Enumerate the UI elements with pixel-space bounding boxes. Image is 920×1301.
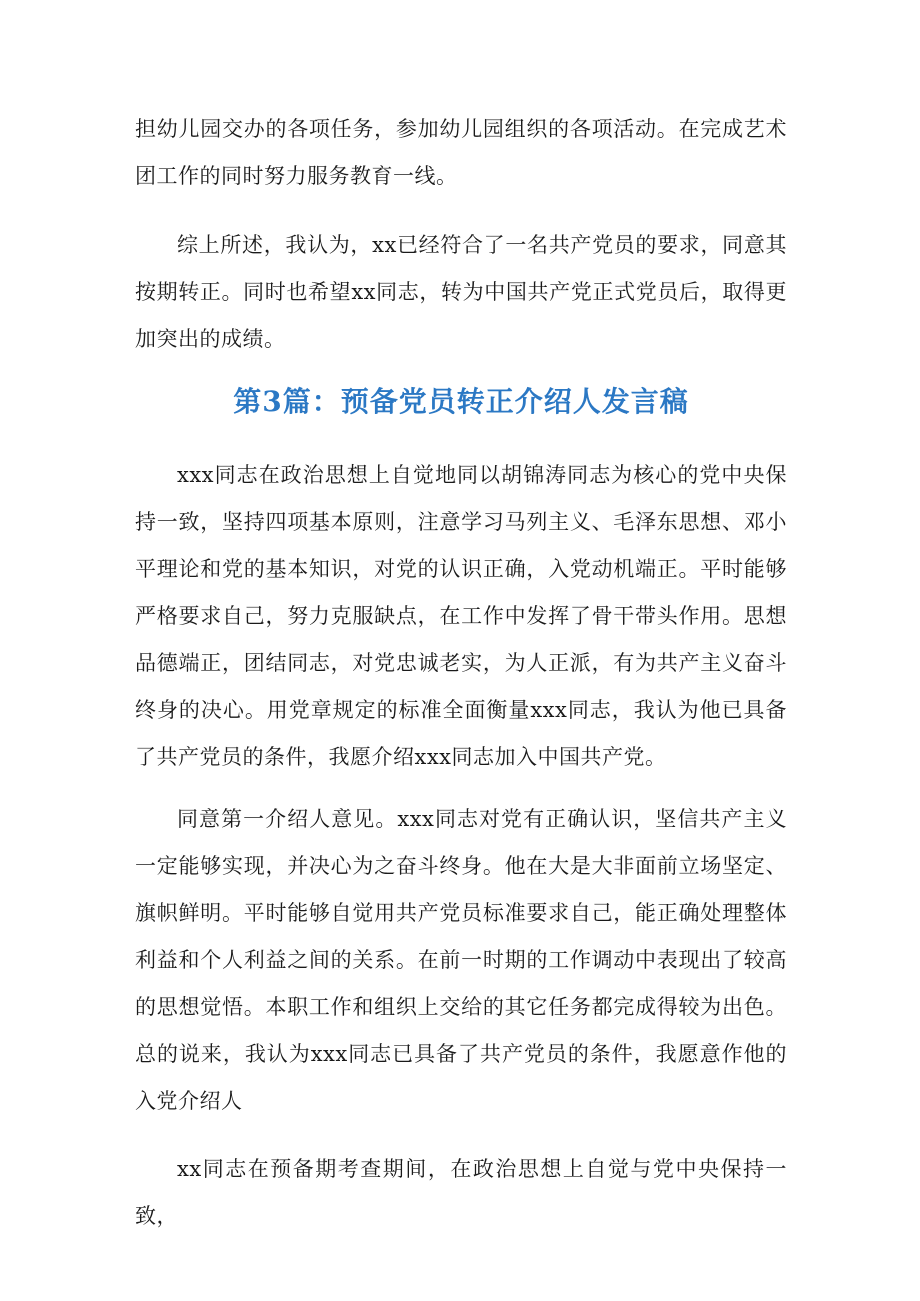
paragraph-first-introducer: xxx同志在政治思想上自觉地同以胡锦涛同志为核心的党中央保持一致，坚持四项基本原则，注意学习马列主义、毛泽东思想、邓小平理论和党的基本知识，对党的认识正确，入党动机端正。平时能够严格要求自己，努力克服缺点，在工作中发挥了骨干带头作用。思想品德端正，团结同志，对党忠诚老实，为人正派，有为共产主义奋斗终身的决心。用党章规定的标准全面衡量xxx同志，我认为他已具备了共产党员的条件，我愿介绍xxx同志加入中国共产党。	[135, 463, 787, 769]
paragraph-continuation: 担幼儿园交办的各项任务，参加幼儿园组织的各项活动。在完成艺术团工作的同时努力服务教育一线。	[135, 117, 787, 188]
section-heading: 第3篇：预备党员转正介绍人发言稿	[233, 385, 689, 418]
paragraph-second-introducer: 同意第一介绍人意见。xxx同志对党有正确认识，坚信共产主义一定能够实现，并决心为之奋斗终身。他在大是大非面前立场坚定、旗帜鲜明。平时能够自觉用共产党员标准要求自己，能正确处理整体利益和个人利益之间的关系。在前一时期的工作调动中表现出了较高的思想觉悟。本职工作和组织上交给的其它任务都完成得较为出色。总的说来，我认为xxx同志已具备了共产党员的条件，我愿意作他的入党介绍人	[135, 807, 787, 1113]
paragraph-probation-review: xx同志在预备期考查期间，在政治思想上自觉与党中央保持一致，	[135, 1157, 787, 1228]
paragraph-summary: 综上所述，我认为，xx已经符合了一名共产党员的要求，同意其按期转正。同时也希望xx同志，转为中国共产党正式党员后，取得更加突出的成绩。	[135, 233, 787, 351]
